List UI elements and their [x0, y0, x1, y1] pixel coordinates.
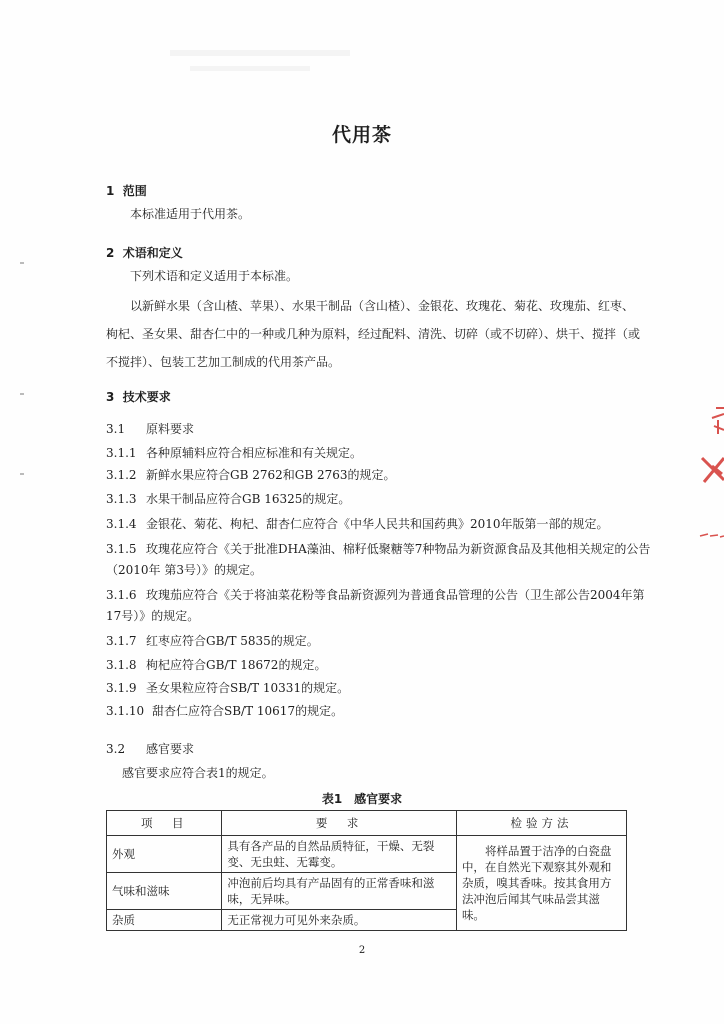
sensory-requirements-table	[106, 810, 627, 931]
scan-margin-mark	[20, 393, 24, 395]
clause-number: 3.1.5	[106, 542, 137, 556]
clause-text: 圣女果粒应符合SB/T 10331的规定。	[146, 681, 350, 695]
section-title: 范围	[122, 184, 147, 198]
clause-3-1-3	[106, 491, 350, 507]
section-title: 术语和定义	[122, 246, 183, 260]
clause-text: 玫瑰花应符合《关于批准DHA藻油、棉籽低聚糖等7种物品为新资源食品及其他相关规定的公告	[146, 542, 651, 556]
clause-number: 3.1.1	[106, 446, 137, 460]
section-1-body: 本标准适用于代用茶。	[130, 207, 251, 221]
clause-number: 3.1.3	[106, 492, 137, 506]
definition-line: 以新鲜水果（含山楂、苹果）、水果干制品（含山楂）、金银花、玫瑰花、菊花、玫瑰茄、红枣、	[130, 299, 635, 313]
table-header-cell: 检验方法	[456, 811, 626, 836]
subsection-title: 原料要求	[146, 422, 195, 436]
subsection-title: 感官要求	[146, 742, 195, 756]
clause-3-1-10	[106, 703, 343, 719]
table-cell-item: 气味和滋味	[107, 873, 222, 910]
clause-number: 3.1.8	[106, 658, 137, 672]
clause-number: 3.1.2	[106, 468, 137, 482]
clause-text: 玫瑰茄应符合《关于将油菜花粉等食品新资源列为普通食品管理的公告（卫生部公告2004年第	[146, 588, 645, 602]
definition-line: 不搅拌）、包装工艺加工制成的代用茶产品。	[106, 355, 341, 369]
clause-continuation: （2010年 第3号）》的规定。	[106, 563, 262, 577]
section-number: 2	[106, 246, 115, 260]
definition-line: 枸杞、圣女果、甜杏仁中的一种或几种为原料，经过配料、清洗、切碎（或不切碎）、烘干、搅拌（或	[106, 327, 641, 341]
clause-3-1-5	[106, 541, 650, 557]
clause-3-1-9	[106, 680, 349, 696]
table-header-cell: 项 目	[107, 811, 222, 836]
section-title: 技术要求	[122, 390, 171, 404]
table-cell-requirement: 无正常视力可见外来杂质。	[222, 910, 457, 931]
clause-text: 各种原辅料应符合相应标准和有关规定。	[146, 446, 363, 460]
section-number: 3	[106, 390, 115, 404]
subsection-3-2-heading	[106, 741, 194, 757]
section-2-intro: 下列术语和定义适用于本标准。	[130, 269, 299, 283]
subsection-3-1-heading	[106, 421, 194, 437]
clause-3-1-1	[106, 445, 362, 461]
subsection-number: 3.2	[106, 742, 126, 756]
bleed-through-mark	[160, 40, 360, 90]
clause-text: 甜杏仁应符合SB/T 10617的规定。	[152, 704, 344, 718]
document-title: 代用茶	[331, 124, 392, 146]
table-caption: 表1 感官要求	[321, 792, 403, 806]
table-header-row	[107, 811, 627, 836]
page-number: 2	[358, 945, 366, 956]
table-cell-method: 将样品置于洁净的白瓷盘中，在自然光下观察其外观和杂质，嗅其香味。按其食用方法冲泡后闻其气味品尝其滋味。	[456, 836, 626, 931]
table-cell-requirement: 冲泡前后均具有产品固有的正常香味和滋味，无异味。	[222, 873, 457, 910]
clause-text: 枸杞应符合GB/T 18672的规定。	[146, 658, 327, 672]
subsection-number: 3.1	[106, 422, 126, 436]
scan-margin-mark	[20, 262, 24, 264]
clause-3-1-6	[106, 587, 645, 603]
clause-text: 水果干制品应符合GB 16325的规定。	[146, 492, 351, 506]
table-row	[107, 836, 627, 873]
subsection-3-2-body: 感官要求应符合表1的规定。	[122, 766, 274, 780]
clause-number: 3.1.7	[106, 634, 137, 648]
section-2-heading	[106, 245, 183, 261]
clause-number: 3.1.10	[106, 704, 145, 718]
section-1-heading	[106, 183, 147, 199]
table-cell-requirement: 具有各产品的自然品质特征，干燥、无裂变、无虫蛀、无霉变。	[222, 836, 457, 873]
clause-text: 金银花、菊花、枸杞、甜杏仁应符合《中华人民共和国药典》2010年版第一部的规定。	[146, 517, 609, 531]
clause-text: 红枣应符合GB/T 5835的规定。	[146, 634, 319, 648]
section-number: 1	[106, 184, 115, 198]
clause-3-1-2	[106, 467, 396, 483]
seal-stamp-fragment	[694, 400, 724, 580]
section-3-heading	[106, 389, 171, 405]
clause-number: 3.1.6	[106, 588, 137, 602]
clause-number: 3.1.4	[106, 517, 137, 531]
clause-number: 3.1.9	[106, 681, 137, 695]
clause-continuation: 17号）》的规定。	[106, 609, 200, 623]
clause-3-1-4	[106, 516, 609, 532]
table-cell-item: 外观	[107, 836, 222, 873]
clause-3-1-7	[106, 633, 319, 649]
table-cell-item: 杂质	[107, 910, 222, 931]
scan-margin-mark	[20, 473, 24, 475]
table-header-cell: 要 求	[222, 811, 457, 836]
clause-3-1-8	[106, 657, 326, 673]
clause-text: 新鲜水果应符合GB 2762和GB 2763的规定。	[146, 468, 396, 482]
